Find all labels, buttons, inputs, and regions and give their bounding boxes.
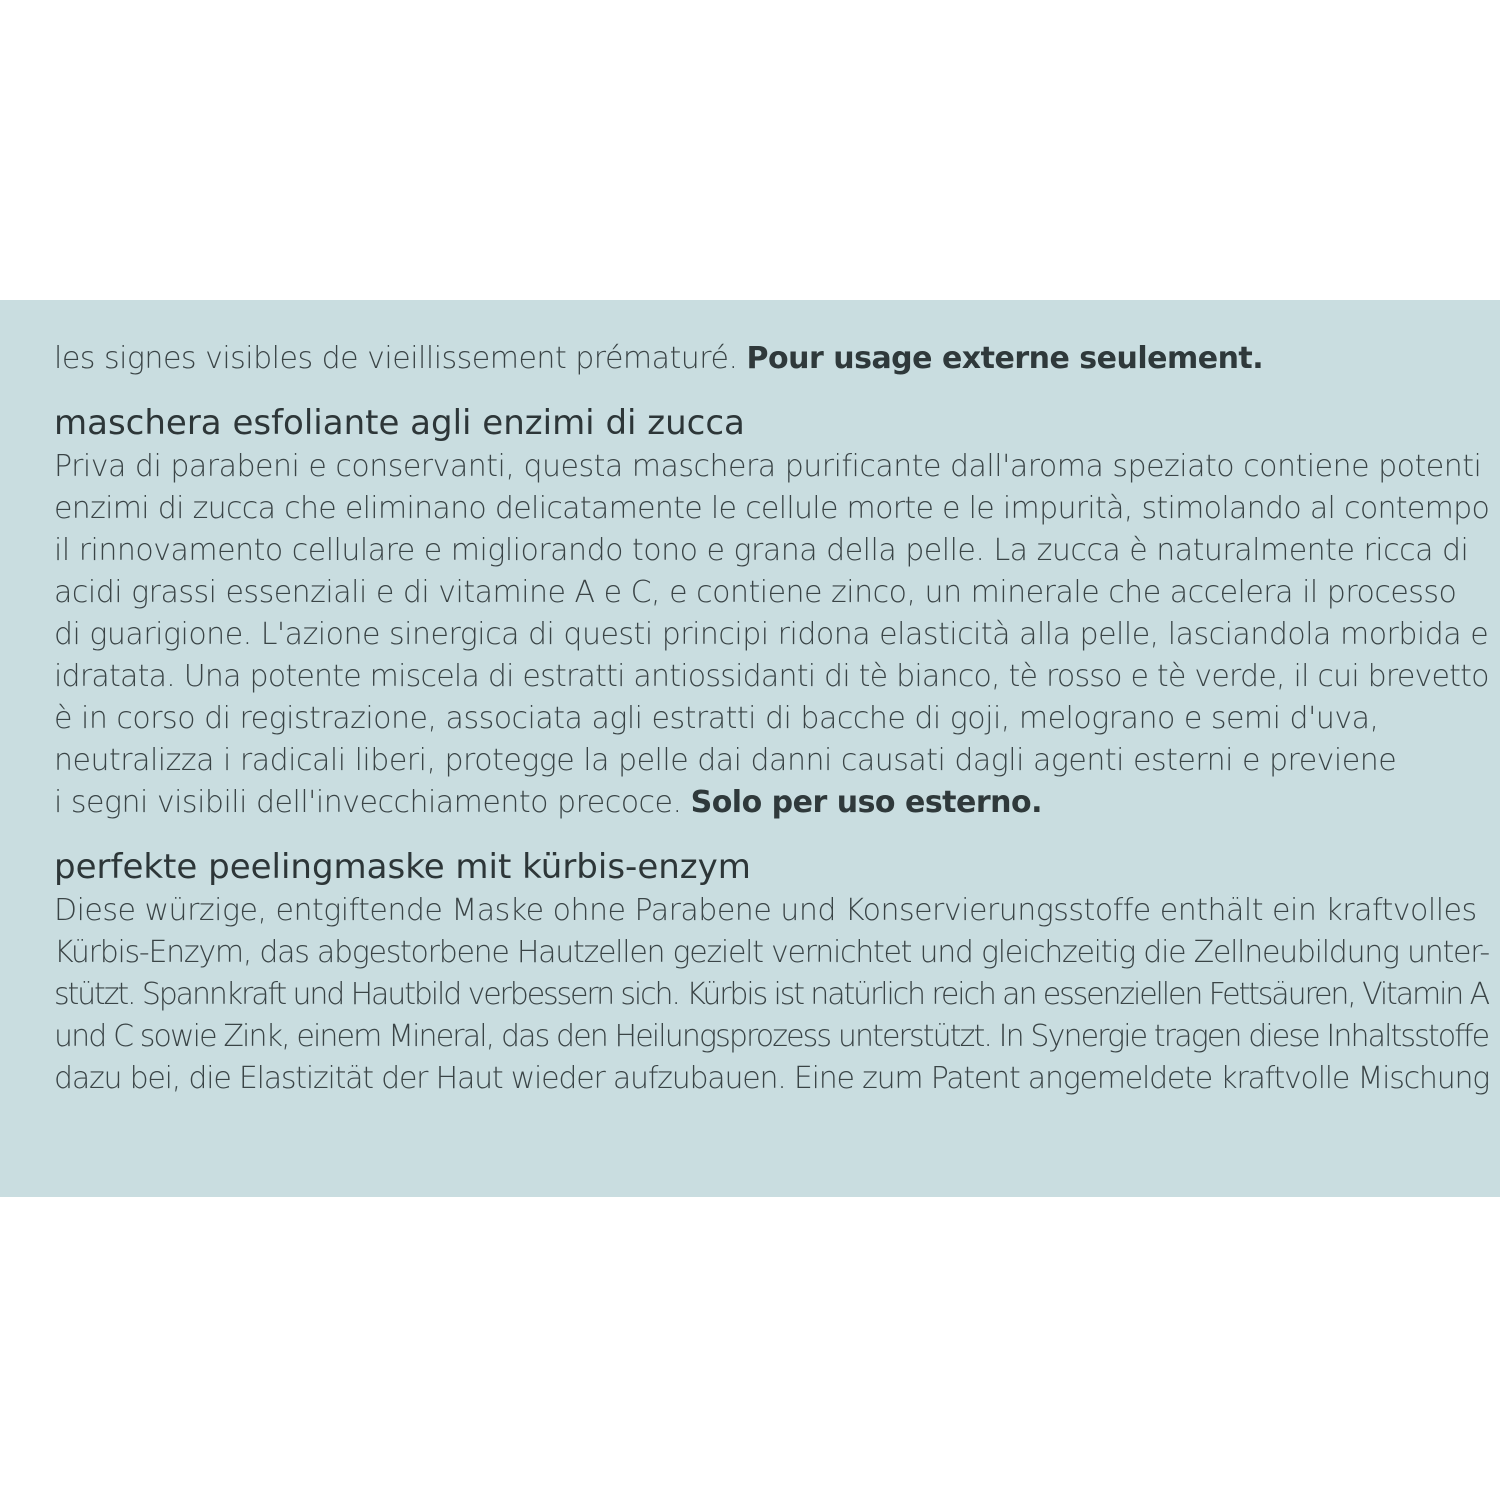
packaging-label-panel [0, 300, 1500, 1197]
label-text-block [54, 338, 1494, 1100]
italian-last-line [54, 782, 1494, 824]
german-line: dazu bei, die Elastizität der Haut wieder aufzubauen. Eine zum Patent angemeldete kraftvolle Mischung [54, 1061, 1490, 1096]
italian-heading: maschera esfoliante agli enzimi di zucca [54, 403, 745, 443]
italian-line: il rinnovamento cellulare e migliorando tono e grana della pelle. La zucca è naturalmente ricca di [54, 533, 1469, 568]
french-external-use-notice: Pour usage externe seulement. [746, 341, 1264, 376]
italian-line: neutralizza i radicali liberi, protegge la pelle dai danni causati dagli agenti esterni e previene [54, 743, 1397, 778]
german-line: stützt. Spannkraft und Hautbild verbessern sich. Kürbis ist natürlich reich an essenziellen Fettsäuren, Vitamin A [54, 977, 1489, 1012]
italian-line: enzimi di zucca che eliminano delicatamente le cellule morte e le impurità, stimolando al contempo [54, 491, 1490, 526]
german-line: Kürbis-Enzym, das abgestorbene Hautzellen gezielt vernichtet und gleichzeitig die Zellneubildung unter- [54, 935, 1489, 970]
italian-external-use-notice: Solo per uso esterno. [690, 785, 1043, 820]
italian-line: acidi grassi essenziali e di vitamine A e C, e contiene zinco, un minerale che accelera il processo [54, 575, 1457, 610]
italian-line: di guarigione. L'azione sinergica di questi principi ridona elasticità alla pelle, lasciandola morbida e [54, 617, 1489, 652]
german-line: und C sowie Zink, einem Mineral, das den Heilungsprozess unterstützt. In Synergie tragen diese Inhaltsstoffe [54, 1019, 1489, 1054]
french-text-plain: les signes visibles de vieillissement prématuré. [54, 341, 738, 376]
italian-text-plain: i segni visibili dell'invecchiamento precoce. [54, 785, 682, 820]
french-text-line [54, 338, 1494, 380]
german-line: Diese würzige, entgiftende Maske ohne Parabene und Konservierungsstoffe enthält ein kraftvolles [54, 893, 1477, 928]
german-heading: perfekte peelingmaske mit kürbis-enzym [54, 847, 751, 887]
italian-line: Priva di parabeni e conservanti, questa maschera purificante dall'aroma speziato contiene potenti [54, 449, 1482, 484]
italian-line: idratata. Una potente miscela di estratti antiossidanti di tè bianco, tè rosso e tè verde, il cui brevetto [54, 659, 1489, 694]
italian-line: è in corso di registrazione, associata agli estratti di bacche di goji, melograno e semi d'uva, [54, 701, 1379, 736]
